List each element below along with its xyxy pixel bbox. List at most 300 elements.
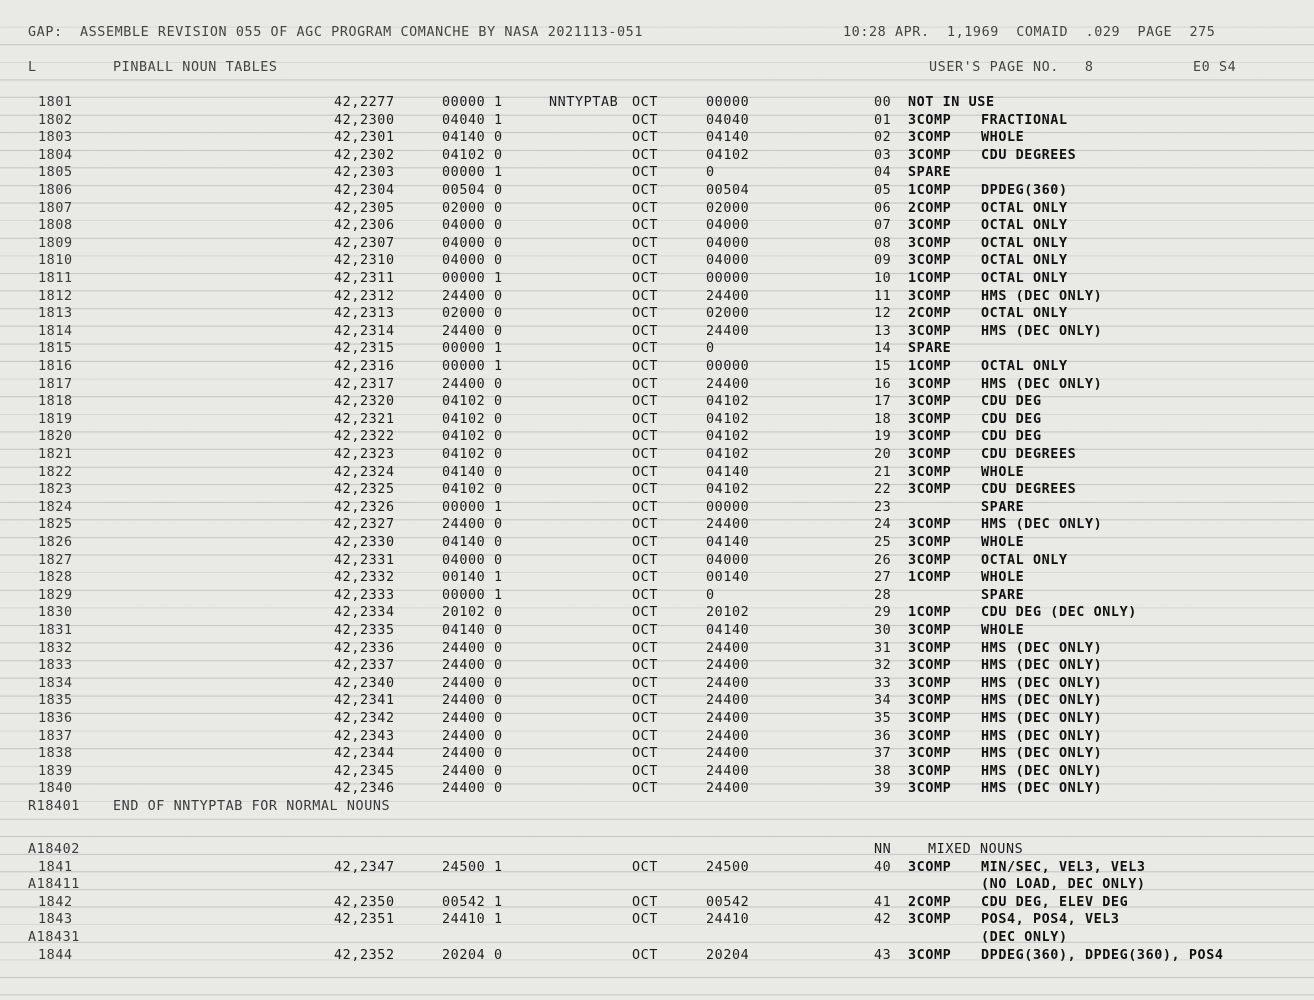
row-word: 24400 0 [442,641,503,656]
row-comp: 3COMP [908,912,952,927]
row-description: OCTAL ONLY [981,553,1068,568]
row-noun-number: 41 [874,895,892,910]
row-noun-number: 03 [874,148,892,163]
row-line-number: 1812 [38,289,73,304]
listing-row [0,780,1314,798]
row-line-number: 1815 [38,341,73,356]
row-comp: 1COMP [908,605,952,620]
row-description: HMS (DEC ONLY) [981,289,1103,304]
row-line-number: 1839 [38,764,73,779]
row-word: 24400 0 [442,289,503,304]
row-opcode: OCT [632,895,658,910]
row-noun-number: 11 [874,289,892,304]
row-opcode: OCT [632,676,658,691]
row-comp: 2COMP [908,201,952,216]
row-address: 42,2323 [334,447,395,462]
row-line-number: 1802 [38,113,73,128]
row-address: 42,2312 [334,289,395,304]
row-opcode: OCT [632,746,658,761]
row-noun-number: 31 [874,641,892,656]
mixed-heading-line-number: A18402 [28,842,80,857]
row-operand: 24400 [706,289,750,304]
row-word: 24400 0 [442,377,503,392]
row-word: 04140 0 [442,465,503,480]
row-word: 04102 0 [442,412,503,427]
listing-row [0,947,1314,965]
row-description: CDU DEG [981,429,1042,444]
listing-row [0,217,1314,235]
row-address: 42,2335 [334,623,395,638]
row-opcode: OCT [632,201,658,216]
row-description: SPARE [981,500,1025,515]
row-description: OCTAL ONLY [981,201,1068,216]
row-opcode: OCT [632,588,658,603]
row-operand: 04000 [706,253,750,268]
row-comp: 3COMP [908,113,952,128]
row-word: 04000 0 [442,253,503,268]
row-operand: 04140 [706,623,750,638]
row-operand: 00140 [706,570,750,585]
row-operand: 00000 [706,500,750,515]
row-address: 42,2327 [334,517,395,532]
row-description: CDU DEG (DEC ONLY) [981,605,1137,620]
row-description: DPDEG(360), DPDEG(360), POS4 [981,948,1224,963]
row-operand: 04102 [706,429,750,444]
row-description: WHOLE [981,570,1025,585]
row-opcode: OCT [632,764,658,779]
row-opcode: OCT [632,623,658,638]
row-address: 42,2340 [334,676,395,691]
row-noun-number: 06 [874,201,892,216]
row-description: HMS (DEC ONLY) [981,781,1103,796]
row-noun-number: 36 [874,729,892,744]
row-address: 42,2346 [334,781,395,796]
listing-row [0,622,1314,640]
row-noun-number: 19 [874,429,892,444]
row-opcode: OCT [632,500,658,515]
row-description: MIN/SEC, VEL3, VEL3 [981,860,1146,875]
row-line-number: 1820 [38,429,73,444]
row-word: 24400 0 [442,676,503,691]
row-operand: 00000 [706,271,750,286]
row-comp: 3COMP [908,746,952,761]
row-address: 42,2347 [334,860,395,875]
row-noun-number: 42 [874,912,892,927]
row-noun-number: 04 [874,165,892,180]
row-opcode: OCT [632,948,658,963]
row-line-number: 1834 [38,676,73,691]
row-line-number: 1831 [38,623,73,638]
row-word: 24400 0 [442,729,503,744]
row-comp: 3COMP [908,218,952,233]
row-comp: 3COMP [908,693,952,708]
row-comp: 1COMP [908,271,952,286]
row-noun-number: 14 [874,341,892,356]
listing-row [0,763,1314,781]
row-comp: 3COMP [908,465,952,480]
row-word: 24400 0 [442,517,503,532]
row-word: 02000 0 [442,306,503,321]
row-comp: 3COMP [908,676,952,691]
listing-row [0,112,1314,130]
row-noun-number: 13 [874,324,892,339]
row-description: CDU DEG, ELEV DEG [981,895,1129,910]
row-operand: 04102 [706,148,750,163]
row-word: 04102 0 [442,447,503,462]
row-opcode: OCT [632,465,658,480]
row-operand: 24400 [706,711,750,726]
row-address: 42,2350 [334,895,395,910]
listing-row [0,587,1314,605]
row-description: (NO LOAD, DEC ONLY) [981,877,1146,892]
row-comp: 3COMP [908,394,952,409]
row-operand: 04140 [706,465,750,480]
row-operand: 04102 [706,394,750,409]
row-operand: 04000 [706,236,750,251]
row-description: WHOLE [981,465,1025,480]
row-opcode: OCT [632,218,658,233]
listing-row [0,376,1314,394]
row-noun-number: 15 [874,359,892,374]
row-noun-number: 33 [874,676,892,691]
row-opcode: OCT [632,113,658,128]
row-address: 42,2302 [334,148,395,163]
row-description: CDU DEGREES [981,148,1077,163]
row-line-number: 1804 [38,148,73,163]
row-address: 42,2310 [334,253,395,268]
row-comp: 3COMP [908,148,952,163]
row-noun-number: 01 [874,113,892,128]
row-word: 04102 0 [442,394,503,409]
row-noun-number: 27 [874,570,892,585]
row-operand: 0 [706,588,715,603]
row-word: 04000 0 [442,236,503,251]
section-title: PINBALL NOUN TABLES [113,60,278,75]
listing-row [0,464,1314,482]
row-operand: 24400 [706,324,750,339]
row-comp: 3COMP [908,729,952,744]
listing-row [0,516,1314,534]
row-comp: 3COMP [908,711,952,726]
row-opcode: OCT [632,359,658,374]
row-word: 20204 0 [442,948,503,963]
row-word: 00000 1 [442,359,503,374]
row-description: WHOLE [981,623,1025,638]
row-address: 42,2317 [334,377,395,392]
end-comment-text: END OF NNTYPTAB FOR NORMAL NOUNS [113,799,391,814]
row-comp: NOT IN USE [908,95,995,110]
listing-row [0,640,1314,658]
row-opcode: OCT [632,236,658,251]
row-address: 42,2304 [334,183,395,198]
row-comp: 3COMP [908,429,952,444]
row-opcode: OCT [632,165,658,180]
row-operand: 00542 [706,895,750,910]
row-description: HMS (DEC ONLY) [981,517,1103,532]
subheader-flag: L [28,60,37,75]
row-description: CDU DEGREES [981,482,1077,497]
row-noun-number: 28 [874,588,892,603]
row-description: OCTAL ONLY [981,306,1068,321]
row-operand: 04000 [706,218,750,233]
row-comp: 3COMP [908,860,952,875]
end-comment-line-number: R18401 [28,799,80,814]
row-opcode: OCT [632,341,658,356]
row-noun-number: 24 [874,517,892,532]
row-word: 04140 0 [442,535,503,550]
row-description: OCTAL ONLY [981,253,1068,268]
row-comp: 1COMP [908,570,952,585]
row-noun-number: 23 [874,500,892,515]
row-operand: 24400 [706,693,750,708]
listing-row [0,428,1314,446]
row-description: HMS (DEC ONLY) [981,746,1103,761]
row-description: HMS (DEC ONLY) [981,641,1103,656]
row-comp: 3COMP [908,412,952,427]
row-line-number: 1840 [38,781,73,796]
listing-row [0,200,1314,218]
row-operand: 02000 [706,201,750,216]
row-comp: 3COMP [908,641,952,656]
row-noun-number: 38 [874,764,892,779]
row-noun-number: 02 [874,130,892,145]
row-word: 04040 1 [442,113,503,128]
mixed-heading-title: MIXED NOUNS [928,842,1024,857]
row-address: 42,2352 [334,948,395,963]
row-line-number: A18431 [28,930,80,945]
row-opcode: OCT [632,183,658,198]
row-opcode: OCT [632,658,658,673]
listing-row [0,393,1314,411]
row-word: 00542 1 [442,895,503,910]
row-opcode: OCT [632,482,658,497]
row-operand: 04040 [706,113,750,128]
row-noun-number: 21 [874,465,892,480]
row-label: NNTYPTAB [549,95,619,110]
listing-row [0,252,1314,270]
row-address: 42,2351 [334,912,395,927]
row-opcode: OCT [632,271,658,286]
row-line-number: 1823 [38,482,73,497]
row-line-number: 1830 [38,605,73,620]
row-line-number: 1843 [38,912,73,927]
row-comp: 3COMP [908,130,952,145]
end-comment-line [0,798,1314,816]
row-operand: 24400 [706,746,750,761]
row-line-number: 1810 [38,253,73,268]
row-opcode: OCT [632,130,658,145]
listing-row [0,859,1314,877]
row-comp: SPARE [908,341,952,356]
row-comp: SPARE [908,165,952,180]
row-word: 24400 0 [442,764,503,779]
row-address: 42,2330 [334,535,395,550]
listing-row [0,894,1314,912]
row-line-number: 1807 [38,201,73,216]
row-opcode: OCT [632,535,658,550]
row-line-number: 1825 [38,517,73,532]
listing-row [0,411,1314,429]
row-line-number: 1838 [38,746,73,761]
row-noun-number: 30 [874,623,892,638]
listing-row [0,552,1314,570]
listing-row [0,358,1314,376]
header-left: GAP: ASSEMBLE REVISION 055 OF AGC PROGRAM COMANCHE BY NASA 2021113-051 [28,25,643,40]
listing-row [0,270,1314,288]
listing-row [0,604,1314,622]
row-operand: 0 [706,341,715,356]
row-comp: 3COMP [908,236,952,251]
row-address: 42,2334 [334,605,395,620]
row-opcode: OCT [632,429,658,444]
row-opcode: OCT [632,377,658,392]
row-address: 42,2315 [334,341,395,356]
listing-row [0,710,1314,728]
row-line-number: 1837 [38,729,73,744]
row-address: 42,2336 [334,641,395,656]
row-noun-number: 16 [874,377,892,392]
row-noun-number: 26 [874,553,892,568]
row-operand: 20204 [706,948,750,963]
row-word: 24400 0 [442,711,503,726]
row-comp: 3COMP [908,253,952,268]
listing-row [0,147,1314,165]
row-noun-number: 43 [874,948,892,963]
row-operand: 24400 [706,676,750,691]
row-line-number: 1808 [38,218,73,233]
row-line-number: 1835 [38,693,73,708]
row-address: 42,2321 [334,412,395,427]
row-word: 00000 1 [442,500,503,515]
listing-row [0,929,1314,947]
row-address: 42,2343 [334,729,395,744]
row-word: 00000 1 [442,95,503,110]
row-opcode: OCT [632,148,658,163]
row-comp: 3COMP [908,482,952,497]
row-operand: 00504 [706,183,750,198]
row-opcode: OCT [632,394,658,409]
row-opcode: OCT [632,517,658,532]
row-description: CDU DEGREES [981,447,1077,462]
row-line-number: A18411 [28,877,80,892]
row-noun-number: 29 [874,605,892,620]
row-line-number: 1817 [38,377,73,392]
listing-row [0,745,1314,763]
row-description: OCTAL ONLY [981,218,1068,233]
row-word: 04102 0 [442,482,503,497]
row-noun-number: 25 [874,535,892,550]
row-word: 24400 0 [442,781,503,796]
row-address: 42,2342 [334,711,395,726]
row-address: 42,2333 [334,588,395,603]
row-word: 24400 0 [442,658,503,673]
row-word: 24500 1 [442,860,503,875]
listing-row [0,446,1314,464]
row-opcode: OCT [632,324,658,339]
row-address: 42,2337 [334,658,395,673]
listing-row [0,340,1314,358]
row-word: 04000 0 [442,553,503,568]
row-opcode: OCT [632,641,658,656]
row-comp: 2COMP [908,895,952,910]
row-word: 20102 0 [442,605,503,620]
row-operand: 24400 [706,764,750,779]
row-noun-number: 00 [874,95,892,110]
row-address: 42,2311 [334,271,395,286]
row-operand: 24410 [706,912,750,927]
listing-row [0,288,1314,306]
row-address: 42,2305 [334,201,395,216]
row-opcode: OCT [632,412,658,427]
listing-row [0,481,1314,499]
row-description: HMS (DEC ONLY) [981,324,1103,339]
row-comp: 3COMP [908,447,952,462]
mixed-nouns-heading [0,841,1314,859]
row-address: 42,2307 [334,236,395,251]
row-description: HMS (DEC ONLY) [981,377,1103,392]
row-comp: 3COMP [908,948,952,963]
row-line-number: 1821 [38,447,73,462]
row-opcode: OCT [632,711,658,726]
row-address: 42,2306 [334,218,395,233]
listing-row [0,534,1314,552]
row-comp: 1COMP [908,183,952,198]
row-description: POS4, POS4, VEL3 [981,912,1120,927]
row-operand: 04000 [706,553,750,568]
row-comp: 1COMP [908,359,952,374]
row-address: 42,2324 [334,465,395,480]
row-noun-number: 17 [874,394,892,409]
row-noun-number: 22 [874,482,892,497]
row-operand: 02000 [706,306,750,321]
row-word: 00000 1 [442,588,503,603]
row-operand: 0 [706,165,715,180]
listing-row [0,876,1314,894]
row-description: CDU DEG [981,412,1042,427]
row-word: 04102 0 [442,148,503,163]
row-line-number: 1801 [38,95,73,110]
mixed-heading-nn: NN [874,842,892,857]
row-line-number: 1824 [38,500,73,515]
row-address: 42,2341 [334,693,395,708]
row-opcode: OCT [632,781,658,796]
row-operand: 24400 [706,729,750,744]
row-address: 42,2300 [334,113,395,128]
row-noun-number: 40 [874,860,892,875]
listing-row [0,657,1314,675]
row-comp: 3COMP [908,535,952,550]
row-opcode: OCT [632,289,658,304]
row-line-number: 1803 [38,130,73,145]
row-opcode: OCT [632,570,658,585]
row-opcode: OCT [632,693,658,708]
row-description: (DEC ONLY) [981,930,1068,945]
row-word: 00000 1 [442,271,503,286]
row-operand: 00000 [706,95,750,110]
row-noun-number: 07 [874,218,892,233]
row-operand: 24400 [706,641,750,656]
header-line [0,24,1314,42]
row-comp: 3COMP [908,517,952,532]
row-line-number: 1826 [38,535,73,550]
row-opcode: OCT [632,729,658,744]
row-operand: 20102 [706,605,750,620]
listing-row [0,94,1314,112]
row-line-number: 1811 [38,271,73,286]
row-description: HMS (DEC ONLY) [981,764,1103,779]
row-address: 42,2326 [334,500,395,515]
row-word: 04140 0 [442,130,503,145]
